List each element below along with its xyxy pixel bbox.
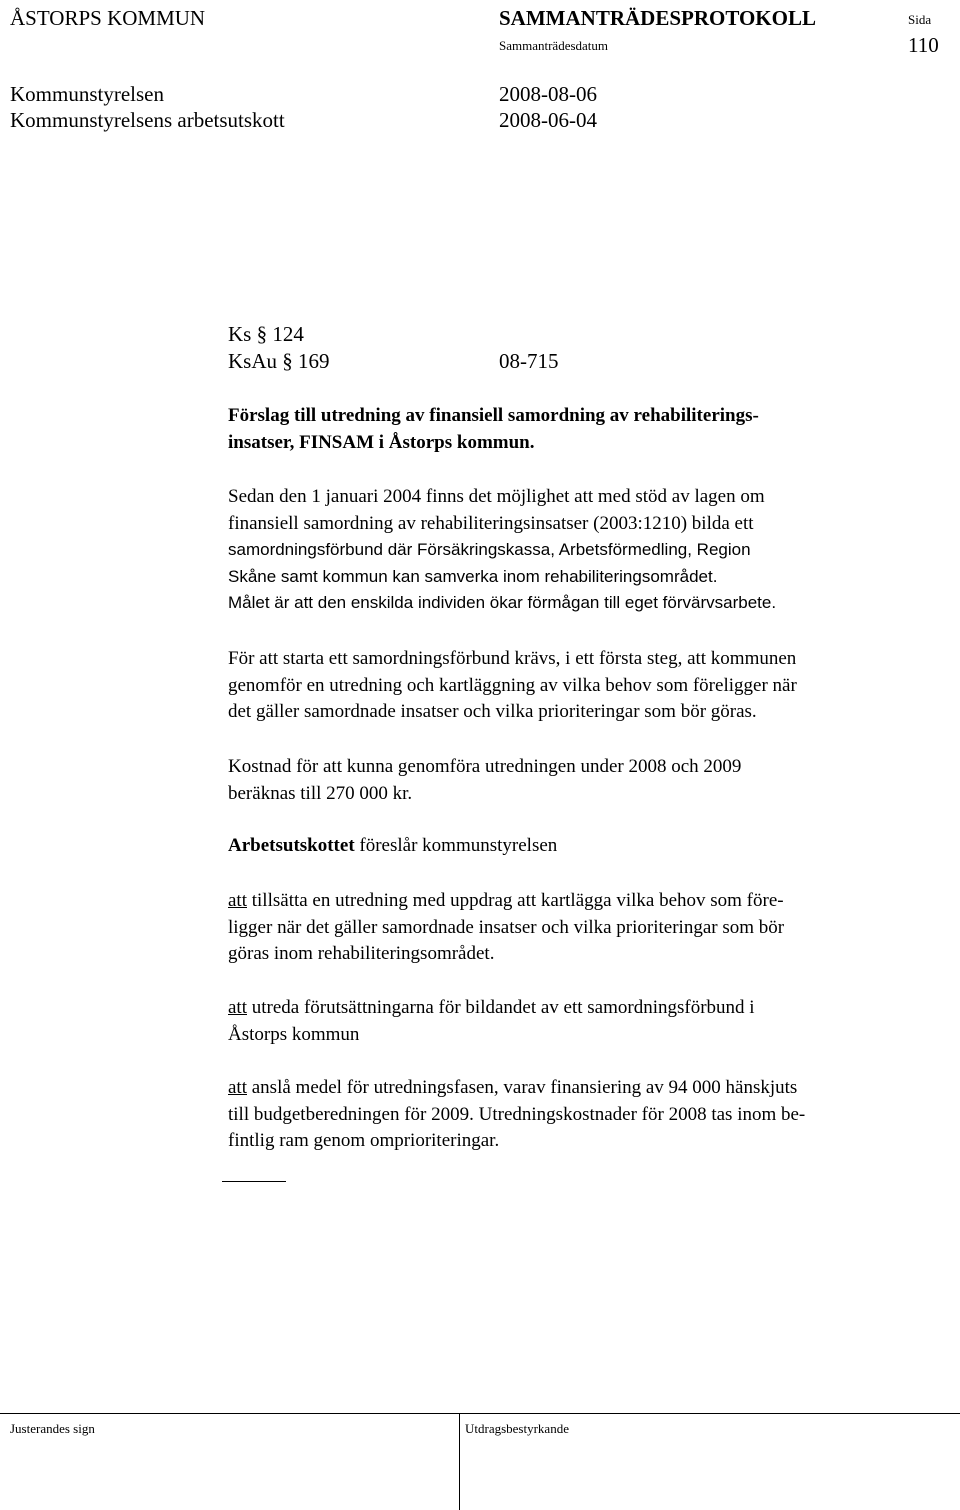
document-type: SAMMANTRÄDESPROTOKOLL	[499, 6, 816, 30]
text-line: beräknas till 270 000 kr.	[228, 782, 413, 804]
text-line: utreda förutsättningarna för bildandet av ett samordningsförbund i	[247, 997, 755, 1018]
footer-utdragsbestyrkande: Utdragsbestyrkande	[465, 1421, 569, 1436]
diary-number: 08-715	[499, 349, 559, 373]
text-line: samordningsförbund där Försäkringskassa, Arbetsförmedling, Region	[228, 540, 751, 559]
case-title-line: Förslag till utredning av finansiell samordning av rehabiliterings-	[228, 405, 759, 426]
case-title	[228, 403, 948, 456]
body-date-1: 2008-08-06	[499, 82, 597, 106]
text-line: tillsätta en utredning med uppdrag att kartlägga vilka behov som före-	[247, 890, 784, 911]
ksau-reference: KsAu § 169	[228, 349, 330, 373]
proposal-intro	[228, 833, 948, 860]
att-clause-3	[228, 1075, 948, 1155]
body-name-1: Kommunstyrelsen	[10, 82, 164, 106]
text-line: Sedan den 1 januari 2004 finns det möjlighet att med stöd av lagen om	[228, 486, 765, 507]
att-word: att	[228, 997, 247, 1018]
page-label: Sida	[908, 12, 932, 27]
paragraph-background	[228, 484, 948, 617]
text-line: det gäller samordnade insatser och vilka prioriteringar som bör göras.	[228, 701, 757, 722]
body-name-2: Kommunstyrelsens arbetsutskott	[10, 108, 285, 132]
text-line: ligger när det gäller samordnade insatser och vilka prioriteringar som bör	[228, 916, 785, 938]
proposal-subject: Arbetsutskottet	[228, 835, 355, 856]
proposal-intro-line	[228, 833, 948, 860]
text-line: Målet är att den enskilda individen ökar förmågan till eget förvärvsarbete.	[228, 593, 777, 612]
ks-reference: Ks § 124	[228, 322, 304, 346]
footer-divider	[0, 1413, 960, 1414]
text-line: genomför en utredning och kartläggning av vilka behov som föreligger när	[228, 674, 797, 696]
page-number: 110	[908, 33, 939, 57]
text-line: Kostnad för att kunna genomföra utredningen under 2008 och 2009	[228, 756, 742, 777]
case-title-line: insatser, FINSAM i Åstorps kommun.	[228, 431, 535, 453]
att-word: att	[228, 1077, 247, 1098]
text-line: finansiell samordning av rehabiliteringsinsatser (2003:1210) bilda ett	[228, 512, 754, 534]
att-line	[228, 888, 948, 915]
text-line: anslå medel för utredningsfasen, varav finansiering av 94 000 hänskjuts	[247, 1077, 798, 1098]
att-word: att	[228, 890, 247, 911]
text-line: Skåne samt kommun kan samverka inom rehabiliteringsområdet.	[228, 566, 718, 586]
att-clause-2	[228, 995, 948, 1048]
proposal-rest: föreslår kommunstyrelsen	[354, 835, 558, 856]
paragraph-cost	[228, 754, 948, 807]
att-line	[228, 995, 948, 1022]
text-line: För att starta ett samordningsförbund krävs, i ett första steg, att kommunen	[228, 648, 797, 669]
footer-column-separator	[459, 1413, 460, 1510]
footer-justerandes-sign: Justerandes sign	[10, 1421, 95, 1436]
end-of-section-rule	[222, 1181, 286, 1182]
text-line: Åstorps kommun	[228, 1023, 360, 1045]
municipality-name: ÅSTORPS KOMMUN	[10, 6, 206, 30]
text-line: fintlig ram genom omprioriteringar.	[228, 1130, 500, 1151]
text-line: göras inom rehabiliteringsområdet.	[228, 943, 495, 964]
paragraph-requirements	[228, 646, 948, 726]
body-date-2: 2008-06-04	[499, 108, 597, 132]
text-line: till budgetberedningen för 2009. Utredningskostnader för 2008 tas inom be-	[228, 1103, 806, 1125]
meeting-date-label: Sammanträdesdatum	[499, 38, 609, 53]
att-line	[228, 1075, 948, 1102]
att-clause-1	[228, 888, 948, 968]
